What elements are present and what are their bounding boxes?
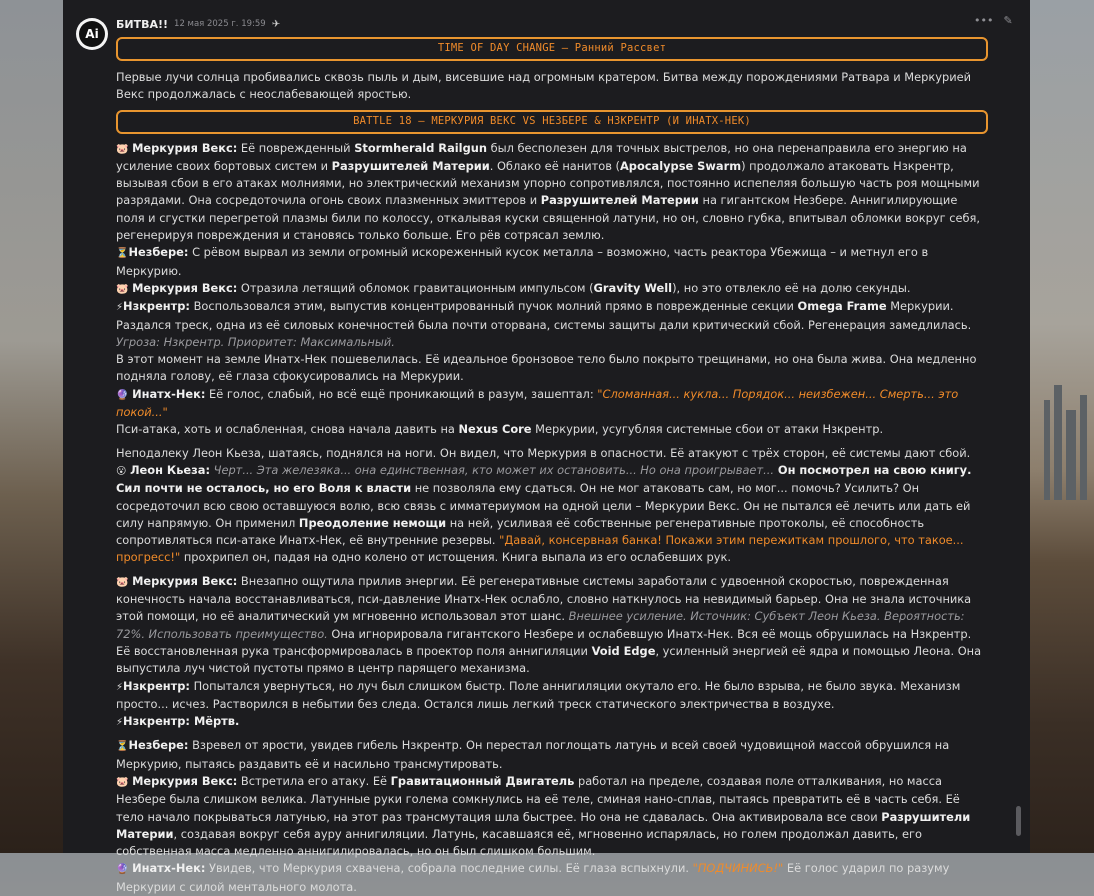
face-emoji-icon: 😮 [116, 465, 127, 477]
paragraph-psi-attack: Пси-атака, хоть и ослабленная, снова начала давить на Nexus Core Меркурии, усугубляя системные сбои от атаки Нзкрентр. [116, 422, 884, 437]
paragraph-nezbere-1: ⏳Незбере: С рёвом вырвал из земли огромный искореженный кусок металла – возможно, часть реактора Убежища – и метнул его в Меркурию. [116, 245, 929, 278]
reaction-icon: ✈ [271, 18, 281, 30]
intro-paragraph: Первые лучи солнца пробивались сквозь пыль и дым, висевшие над огромным кратером. Битва между порождениями Ратвара и Меркурией Векс продолжалась с неослабевающей яростью. [116, 70, 972, 102]
message-actions [974, 14, 1013, 27]
lightning-emoji-icon: ⚡ [116, 681, 124, 693]
paragraph-nzkrentr-2: ⚡Нзкрентр: Попытался увернуться, но луч был слишком быстр. Поле аннигиляции окутало его. Не было взрыва, не было звука. Механизм просто... исчез. Растворился в небытии без следа. Остался лишь легкий треск статического электричества в воздухе. [116, 678, 961, 711]
crystal-ball-emoji-icon: 🔮 [116, 389, 129, 401]
paragraph-inathnek-wake: В этот момент на земле Инатх-Нек пошевелилась. Её идеальное бронзовое тело было покрыто трещинами, но она была жива. Она медленно подняла голову, её глаза сфокусировались на Меркурии. [116, 352, 977, 384]
paragraph-nzkrentr-dead: ⚡Нзкрентр: Мёртв. [116, 714, 240, 729]
robot-emoji-icon: 🐷 [116, 283, 129, 295]
message-content [116, 37, 988, 896]
hourglass-emoji-icon: ⏳ [116, 741, 129, 753]
robot-emoji-icon: 🐷 [116, 776, 129, 788]
paragraph-nezbere-2: ⏳Незбере: Взревел от ярости, увидев гибель Нзкрентр. Он перестал поглощать латунь и всей своей чудовищной массой обрушился на Меркурию, пытаясь раздавить её и насильно трансмутировать. [116, 738, 950, 771]
paragraph-mercuria-3: 🐷 Меркурия Векс: Внезапно ощутила прилив энергии. Её регенеративные системы заработали с удвоенной скоростью, поврежденная конечность начала восстанавливаться, пси-давление Инатх-Нек ослабло, словно наткнулось на невидимый барьер. Она не знала источника этой помощи, но её аналитический ум мгновенно использовал этот шанс. Внешнее усиление. Источник: Субъект Леон Кьеза. Вероятность: 72%. Использовать преимущество. Она игнорировала гигантского Незбере и ослабевшую Инатх-Нек. Вся её мощь обрушилась на Нзкрентр. Её восстановленная рука трансформировалась в проектор поля аннигиляции Void Edge, усиленный энергией её ядра и помощью Леона. Она выпустила луч чистой пустоты прямо в центр парящего механизма. [116, 573, 982, 676]
more-options-icon[interactable]: ••• [974, 14, 994, 27]
edit-icon[interactable]: ✎ [1003, 14, 1013, 27]
paragraph-mercuria-1: 🐷 Меркурия Векс: Её поврежденный Stormherald Railgun был бесполезен для точных выстрелов, но она перенаправила его энергию на усиление своих бортовых систем и Разрушителей Материи. Облако её нанитов (Apocalypse Swarm) продолжало атаковать Нзкрентр, вызывая сбои в его атаках молниями, но электрический механизм упорно сопротивлялся, постоянно испепеляя большую часть роя мощными разрядами. Она сосредоточила огонь своих плазменных эмиттеров и Разрушителей Материи на гигантском Незбере. Аннигилирующие поля и сгустки перегретой плазмы били по колоссу, откалывая куски священной латуни, но он, словно губка, впитывал обломки вокруг себя, регенерируя повреждения и становясь только больше. Его рёв сотрясал землю. [116, 140, 980, 243]
robot-emoji-icon: 🐷 [116, 576, 129, 588]
lightning-emoji-icon: ⚡ [116, 717, 124, 729]
author-name[interactable]: БИТВА!! [116, 17, 169, 31]
scrollbar-thumb[interactable] [1016, 806, 1021, 836]
crystal-ball-emoji-icon: 🔮 [116, 864, 129, 876]
paragraph-nzkrentr-1: ⚡Нзкрентр: Воспользовался этим, выпустив концентрированный пучок молний прямо в поврежденные секции Omega Frame Меркурии. Раздался треск, одна из её силовых конечностей была почти оторвана, системы защиты дали критический сбой. Регенерация замедлилась. Угроза: Нзкрентр. Приоритет: Максимальный. [116, 299, 972, 349]
message-header [116, 16, 280, 32]
paragraph-leon-intro: Неподалеку Леон Кьеза, шатаясь, поднялся на ноги. Он видел, что Меркурия в опасности. Её атакуют с трёх сторон, её системы дают сбой. [116, 445, 971, 460]
robot-emoji-icon: 🐷 [116, 143, 129, 155]
scrollbar-track[interactable] [1015, 0, 1023, 853]
paragraph-mercuria-4: 🐷 Меркурия Векс: Встретила его атаку. Её Гравитационный Двигатель работал на пределе, создавая поле отталкивания, но масса Незбере была слишком велика. Латунные руки голема сомкнулись на её теле, сминая нано-сплав, пытаясь превратить её в часть себя. Её тело начало покрываться латунью, на этот раз трансмутация шла быстрее. Но она не сдавалась. Она активировала все свои Разрушители Материи, создавая вокруг себя ауру аннигиляции. Латунь, касавшаяся её, мгновенно испарялась, но голем продолжал давить, его собственная масса медленно аннигилировалась, но он был слишком большим. [116, 773, 971, 859]
time-of-day-banner: TIME OF DAY CHANGE – Ранний Рассвет [116, 37, 988, 61]
avatar-label: Ai [79, 21, 105, 47]
background-right [1030, 0, 1094, 853]
background-left [0, 0, 63, 853]
timestamp[interactable]: 12 мая 2025 г. 19:59 [174, 19, 266, 29]
lightning-emoji-icon: ⚡ [116, 302, 124, 314]
paragraph-inathnek-1: 🔮 Инатх-Нек: Её голос, слабый, но всё ещё проникающий в разум, зашептал: "Сломанная... кукла... Порядок... неизбежен... Смерть... это покой..." [116, 386, 959, 420]
paragraph-inathnek-2: 🔮 Инатх-Нек: Увидев, что Меркурия схвачена, собрала последние силы. Её глаза вспыхнули. "ПОДЧИНИСЬ!" Её голос ударил по разуму Меркурии с силой ментального молота. [116, 861, 950, 894]
chat-panel [63, 0, 1030, 894]
battle-banner: BATTLE 18 – МЕРКУРИЯ ВЕКС VS НЕЗБЕРЕ & НЗКРЕНТР (И ИНАТХ-НЕК) [116, 110, 988, 134]
paragraph-leon: 😮 Леон Кьеза: Черт... Эта железяка... она единственная, кто может их остановить... Но она проигрывает... Он посмотрел на свою книгу. Сил почти не осталось, но его Воля к власти не позволяла ему сдаться. Он не мог атаковать сам, но мог... помочь? Усилить? Он сосредоточил всю свою оставшуюся волю, всю связь с имматериумом на одной цели – Меркурии Векс. Он не пытался её лечить или дать ей силу напрямую. Он применил Преодоление немощи на ней, усиливая её собственные регенеративные протоколы, её способность сопротивляться пси-атаке Инатх-Нек, её внутренние резервы. "Давай, консервная банка! Покажи этим пережиткам прошлого, что такое... прогресс!" прохрипел он, падая на одно колено от истощения. Книга выпала из его ослабевших рук. [116, 462, 972, 565]
paragraph-mercuria-2: 🐷 Меркурия Векс: Отразила летящий обломок гравитационным импульсом (Gravity Well), но это отвлекло её на долю секунды. [116, 280, 911, 295]
avatar[interactable] [76, 18, 108, 50]
hourglass-emoji-icon: ⏳ [116, 248, 129, 260]
